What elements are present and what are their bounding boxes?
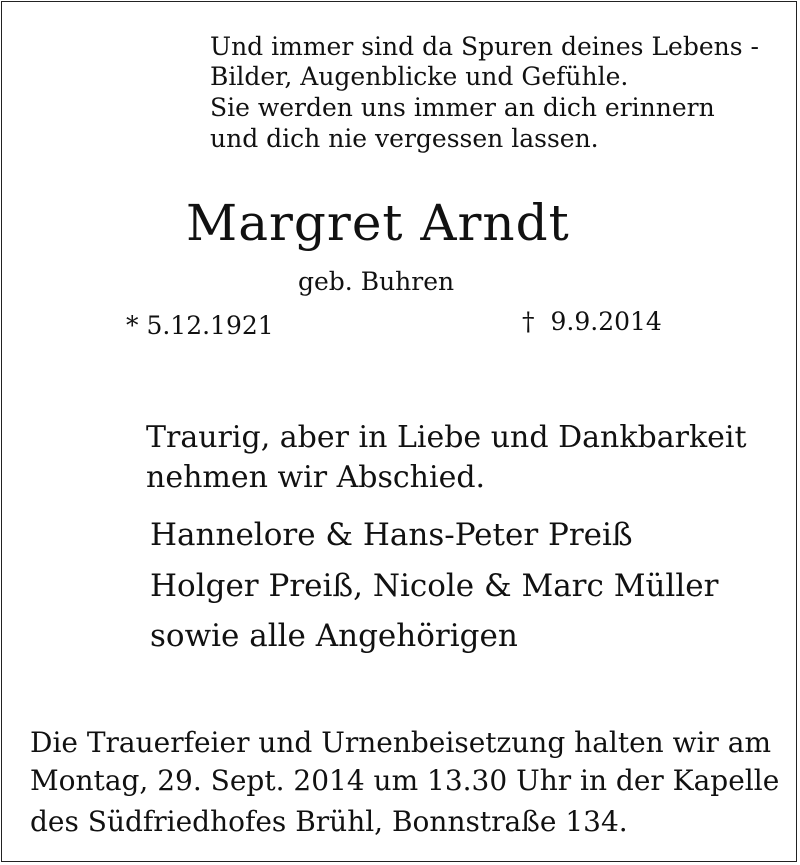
cross-icon: † <box>522 307 535 336</box>
verse-line-4: und dich nie vergessen lassen. <box>210 124 599 153</box>
death-date: 9.9.2014 <box>550 307 662 336</box>
mourner-line-1: Hannelore & Hans-Peter Preiß <box>150 517 633 553</box>
deceased-name: Margret Arndt <box>186 194 570 252</box>
maiden-name: geb. Buhren <box>298 267 455 296</box>
service-line-3: des Südfriedhofes Brühl, Bonnstraße 134. <box>30 805 628 838</box>
farewell-line-1: Traurig, aber in Liebe und Dankbarkeit <box>146 420 747 455</box>
verse-line-2: Bilder, Augenblicke und Gefühle. <box>210 62 629 91</box>
mourner-line-2: Holger Preiß, Nicole & Marc Müller <box>150 568 719 604</box>
birth-date: * 5.12.1921 <box>126 311 274 340</box>
service-line-1: Die Trauerfeier und Urnenbeisetzung halten wir am <box>30 726 772 759</box>
farewell-line-2: nehmen wir Abschied. <box>146 460 486 495</box>
verse-line-1: Und immer sind da Spuren deines Lebens - <box>210 32 759 61</box>
death-info <box>522 309 662 334</box>
verse-line-3: Sie werden uns immer an dich erinnern <box>210 93 715 122</box>
service-line-2: Montag, 29. Sept. 2014 um 13.30 Uhr in der Kapelle <box>30 764 780 797</box>
mourner-line-3: sowie alle Angehörigen <box>150 618 518 654</box>
